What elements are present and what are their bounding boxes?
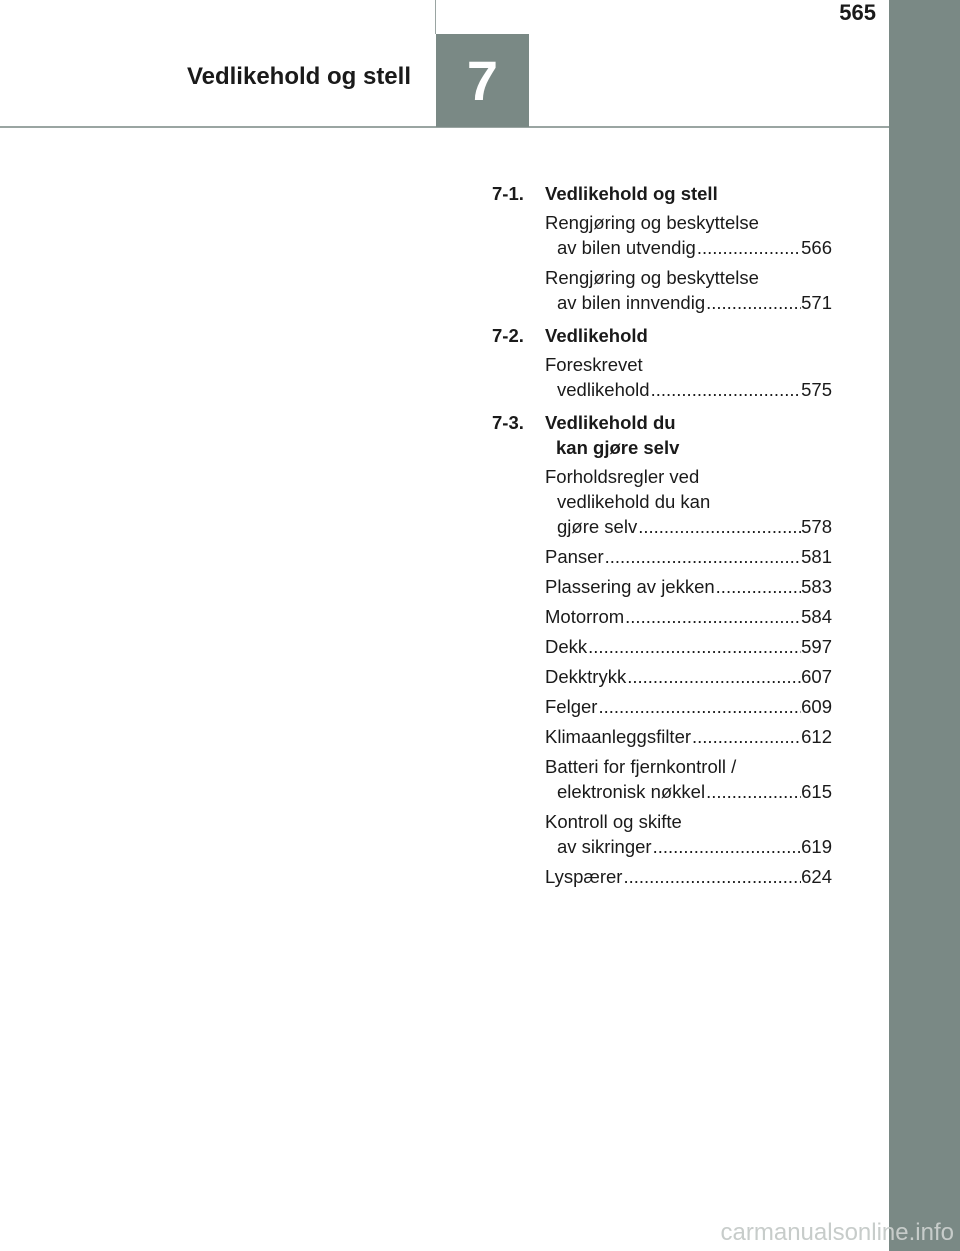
entry-label-line: vedlikehold du kan <box>557 491 711 512</box>
entry-page-number: 597 <box>801 636 832 657</box>
dot-leader <box>604 544 802 569</box>
entry-label-line: Motorrom <box>545 606 625 627</box>
entry-page-number: 584 <box>801 606 832 627</box>
entry-label-line: Foreskrevet <box>545 354 643 375</box>
entry-page-number: 615 <box>801 781 832 802</box>
toc-entry[interactable] <box>545 544 832 569</box>
dot-leader <box>626 664 801 689</box>
toc-entry[interactable] <box>545 352 832 402</box>
section-heading <box>492 323 832 348</box>
section-title-line: Vedlikehold og stell <box>545 183 718 204</box>
dot-leader <box>622 864 801 889</box>
dot-leader <box>650 377 802 402</box>
entry-page-number: 612 <box>801 726 832 747</box>
dot-leader <box>624 604 801 629</box>
toc-entry[interactable] <box>545 864 832 889</box>
entry-label-line: Panser <box>545 546 604 567</box>
entry-label-line: gjøre selv <box>557 516 638 537</box>
table-of-contents <box>492 181 832 897</box>
chapter-side-tab <box>889 0 960 1251</box>
section-heading <box>492 410 832 460</box>
dot-leader <box>637 514 801 539</box>
entry-page-number: 571 <box>801 292 832 313</box>
toc-entry[interactable] <box>545 724 832 749</box>
toc-entry[interactable] <box>545 809 832 859</box>
entry-label-line: Rengjøring og beskyttelse <box>545 267 759 288</box>
dot-leader <box>691 724 801 749</box>
section-title-line: Vedlikehold du <box>545 412 676 433</box>
entry-label-line: vedlikehold <box>557 379 650 400</box>
section-number: 7-1. <box>492 183 524 204</box>
dot-leader <box>705 779 801 804</box>
section-title <box>545 181 832 206</box>
section-title-line: kan gjøre selv <box>556 437 680 458</box>
entry-label-line: av bilen utvendig <box>557 237 696 258</box>
toc-entry[interactable] <box>545 210 832 260</box>
section-heading <box>492 181 832 206</box>
entry-page-number: 583 <box>801 576 832 597</box>
chapter-title: Vedlikehold og stell <box>186 63 411 90</box>
section-number: 7-2. <box>492 325 524 346</box>
dot-leader <box>696 235 801 260</box>
section-title <box>545 410 832 460</box>
entry-label-line: Batteri for fjernkontroll / <box>545 756 737 777</box>
toc-entry[interactable] <box>545 604 832 629</box>
toc-entry[interactable] <box>545 574 832 599</box>
entry-page-number: 566 <box>801 237 832 258</box>
toc-entry[interactable] <box>545 634 832 659</box>
entry-label-line: Lyspærer <box>545 866 623 887</box>
entry-label-line: Rengjøring og beskyttelse <box>545 212 759 233</box>
toc-entry[interactable] <box>545 664 832 689</box>
toc-entry[interactable] <box>545 265 832 315</box>
entry-label-line: Felger <box>545 696 598 717</box>
entry-label-line: av sikringer <box>557 836 652 857</box>
toc-section <box>492 410 832 889</box>
entry-page-number: 624 <box>801 866 832 887</box>
entry-page-number: 619 <box>801 836 832 857</box>
section-number: 7-3. <box>492 412 524 433</box>
chapter-number-box: 7 <box>436 34 529 127</box>
entry-label-line: Klimaanleggsfilter <box>545 726 692 747</box>
dot-leader <box>652 834 802 859</box>
dot-leader <box>715 574 801 599</box>
entry-page-number: 575 <box>801 379 832 400</box>
entry-label-line: Forholdsregler ved <box>545 466 700 487</box>
dot-leader <box>705 290 801 315</box>
dot-leader <box>597 694 801 719</box>
entry-page-number: 609 <box>801 696 832 717</box>
toc-entry[interactable] <box>545 694 832 719</box>
entry-page-number: 578 <box>801 516 832 537</box>
entry-label-line: av bilen innvendig <box>557 292 706 313</box>
toc-entry[interactable] <box>545 464 832 539</box>
entry-label-line: Kontroll og skifte <box>545 811 682 832</box>
toc-section <box>492 323 832 402</box>
entry-label-line: elektronisk nøkkel <box>557 781 706 802</box>
entry-page-number: 607 <box>801 666 832 687</box>
toc-entry[interactable] <box>545 754 832 804</box>
entry-label-line: Dekk <box>545 636 588 657</box>
header-divider-vertical <box>435 0 436 34</box>
dot-leader <box>587 634 801 659</box>
toc-section <box>492 181 832 315</box>
watermark: carmanualsonline.info <box>720 1219 954 1246</box>
entry-page-number: 581 <box>801 546 832 567</box>
entry-label-line: Dekktrykk <box>545 666 627 687</box>
entry-label-line: Plassering av jekken <box>545 576 715 597</box>
section-title-line: Vedlikehold <box>545 325 648 346</box>
section-title <box>545 323 832 348</box>
page-number: 565 <box>839 0 876 25</box>
